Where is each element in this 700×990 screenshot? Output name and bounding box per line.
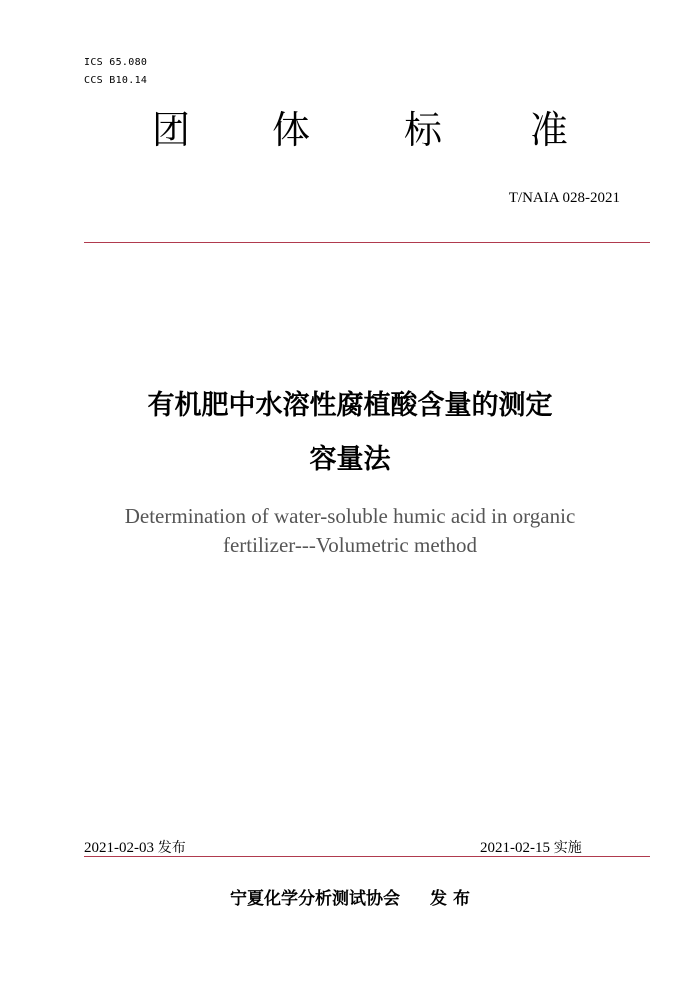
header-divider (84, 242, 650, 243)
en-title-line2: fertilizer---Volumetric method (222, 533, 477, 557)
classification-codes (84, 54, 147, 90)
issue-label: 发布 (157, 840, 186, 856)
implement-label: 实施 (553, 840, 582, 856)
footer-divider (84, 856, 650, 857)
publisher-action: 发 布 (430, 889, 470, 909)
cn-title-line1: 有机肥中水溶性腐植酸含量的测定 (147, 390, 553, 421)
publisher-line (0, 884, 700, 909)
implement-date-value: 2021-02-15 (480, 840, 550, 856)
standard-number: T/NAIA 028-2021 (508, 190, 620, 206)
en-title (0, 502, 700, 560)
cn-title-line2: 容量法 (309, 444, 391, 475)
issue-date (84, 837, 186, 857)
ics-code: ICS 65.080 (84, 57, 148, 68)
en-title-line1: Determination of water-soluble humic acid in organic (124, 504, 576, 528)
implement-date (480, 837, 582, 857)
standard-type-char: 团 (152, 108, 191, 152)
standard-type-char: 体 (272, 108, 311, 152)
issue-date-value: 2021-02-03 (84, 840, 154, 856)
ccs-code: CCS B10.14 (84, 75, 148, 86)
standard-type-heading (150, 104, 569, 156)
publisher-name: 宁夏化学分析测试协会 (230, 889, 401, 909)
standard-type-char: 标 (404, 108, 443, 152)
standard-type-char: 准 (530, 108, 569, 152)
